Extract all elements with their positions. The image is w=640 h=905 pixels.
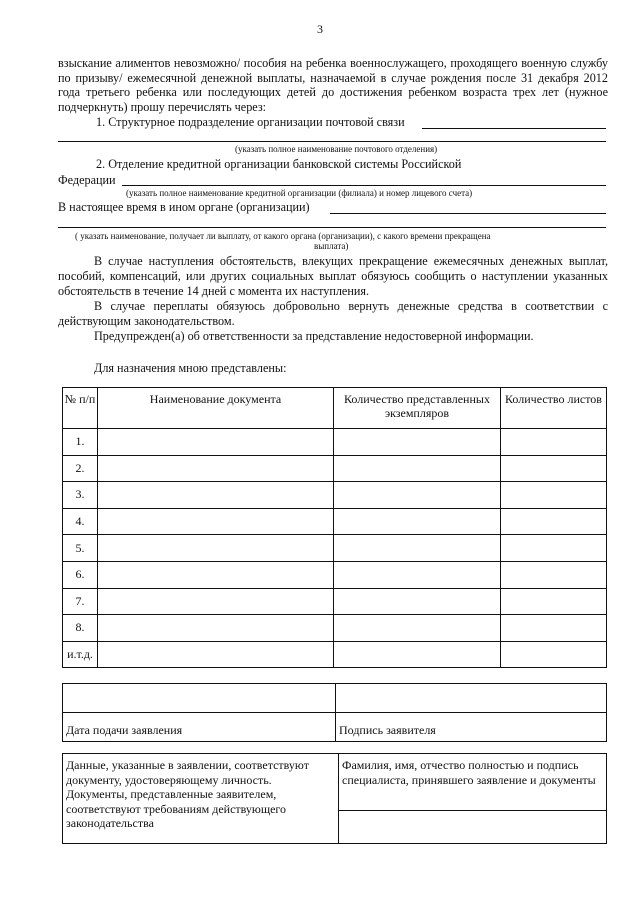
documents-header-row <box>63 388 607 429</box>
other-organ-hint-line1: ( указать наименование, получает ли выплату, от какого органа (организации), с какого времени прекращена <box>75 231 491 241</box>
sheets-cell[interactable] <box>501 429 607 456</box>
row-number: 2. <box>63 455 98 482</box>
row-number: 7. <box>63 588 98 615</box>
signature-row-labels <box>63 713 607 742</box>
other-organ-input-line-2[interactable] <box>58 227 606 228</box>
postal-hint: (указать полное наименование почтового отделения) <box>235 144 438 154</box>
check-left-text: Данные, указанные в заявлении, соответствуют документу, удостоверяющему личность. Документы, представленные заявителем, соответствуют требованиям действующего законодательства <box>63 754 339 844</box>
postal-input-line[interactable] <box>422 128 606 129</box>
documents-heading: Для назначения мною представлены: <box>94 361 287 375</box>
sheets-cell[interactable] <box>501 615 607 642</box>
sheets-cell[interactable] <box>501 508 607 535</box>
table-row <box>63 508 607 535</box>
copies-cell[interactable] <box>334 588 501 615</box>
check-table <box>62 753 607 844</box>
header-sheets: Количество листов <box>501 388 607 429</box>
copies-cell[interactable] <box>334 429 501 456</box>
document-name-cell[interactable] <box>98 641 334 668</box>
document-name-cell[interactable] <box>98 588 334 615</box>
copies-cell[interactable] <box>334 641 501 668</box>
row-number: 3. <box>63 482 98 509</box>
table-row <box>63 429 607 456</box>
documents-table <box>62 387 607 668</box>
sheets-cell[interactable] <box>501 641 607 668</box>
copies-cell[interactable] <box>334 482 501 509</box>
notify-text: В случае наступления обстоятельств, влекущих прекращение ежемесячных денежных выплат, пособий, компенсаций, или других социальных выплат обязуюсь сообщить о наступлении указанных обстоятельств в течение 14 дней с момента их наступления. <box>58 254 608 298</box>
warned-text: Предупрежден(а) об ответственности за представление недостоверной информации. <box>94 329 534 343</box>
row-number: 5. <box>63 535 98 562</box>
row-number: и.т.д. <box>63 641 98 668</box>
warned-paragraph <box>58 329 608 344</box>
header-copies: Количество представленных экземпляров <box>334 388 501 429</box>
header-document-name: Наименование документа <box>98 388 334 429</box>
document-name-cell[interactable] <box>98 535 334 562</box>
option-bank-label-line2: Федерации <box>58 173 116 187</box>
date-cell-blank[interactable] <box>63 684 336 713</box>
table-row <box>63 561 607 588</box>
document-name-cell[interactable] <box>98 482 334 509</box>
copies-cell[interactable] <box>334 508 501 535</box>
check-right-text: Фамилия, имя, отчество полностью и подпись специалиста, принявшего заявление и документы <box>339 754 607 811</box>
bank-input-line[interactable] <box>122 185 606 186</box>
signature-label: Подпись заявителя <box>336 713 607 742</box>
date-label: Дата подачи заявления <box>63 713 336 742</box>
check-row-1 <box>63 754 607 811</box>
table-row <box>63 588 607 615</box>
copies-cell[interactable] <box>334 561 501 588</box>
bank-hint: (указать полное наименование кредитной организации (филиала) и номер лицевого счета) <box>126 188 473 198</box>
header-number: № п/п <box>63 388 98 429</box>
row-number: 1. <box>63 429 98 456</box>
intro-paragraph: взыскание алиментов невозможно/ пособия на ребенка военнослужащего, проходящего военную службу по призыву/ ежемесячной денежной выплаты, назначаемой в случае рождения после 31 декабря 2012 года третьего ребенка или последующих детей до достижения ребенком возраста трех лет (нужное подчеркнуть) прошу перечислять через: <box>58 56 608 114</box>
table-row <box>63 641 607 668</box>
document-name-cell[interactable] <box>98 615 334 642</box>
sheets-cell[interactable] <box>501 535 607 562</box>
document-name-cell[interactable] <box>98 561 334 588</box>
copies-cell[interactable] <box>334 455 501 482</box>
sheets-cell[interactable] <box>501 588 607 615</box>
postal-input-line-2[interactable] <box>58 141 606 142</box>
copies-cell[interactable] <box>334 535 501 562</box>
copies-cell[interactable] <box>334 615 501 642</box>
table-row <box>63 535 607 562</box>
signature-cell-blank[interactable] <box>336 684 607 713</box>
document-name-cell[interactable] <box>98 429 334 456</box>
row-number: 6. <box>63 561 98 588</box>
document-name-cell[interactable] <box>98 455 334 482</box>
sheets-cell[interactable] <box>501 561 607 588</box>
other-organ-input-line[interactable] <box>330 213 606 214</box>
refund-paragraph <box>58 299 608 329</box>
row-number: 8. <box>63 615 98 642</box>
table-row <box>63 482 607 509</box>
specialist-signature-cell[interactable] <box>339 811 607 844</box>
row-number: 4. <box>63 508 98 535</box>
refund-text: В случае переплаты обязуюсь добровольно вернуть денежные средства в соответствии с действующим законодательством. <box>58 299 608 328</box>
option-postal-label: 1. Структурное подразделение организации почтовой связи <box>96 115 405 129</box>
table-row <box>63 455 607 482</box>
other-organ-hint-line2: выплата) <box>314 241 349 251</box>
sheets-cell[interactable] <box>501 482 607 509</box>
table-row <box>63 615 607 642</box>
page-number: 3 <box>317 22 323 36</box>
notify-paragraph <box>58 254 608 299</box>
option-bank-label-line1: 2. Отделение кредитной организации банковской системы Российской <box>96 157 462 171</box>
signature-table <box>62 683 607 742</box>
documents-body <box>63 429 607 668</box>
document-name-cell[interactable] <box>98 508 334 535</box>
signature-row-empty <box>63 684 607 713</box>
sheets-cell[interactable] <box>501 455 607 482</box>
other-organ-label: В настоящее время в ином органе (организации) <box>58 200 310 214</box>
